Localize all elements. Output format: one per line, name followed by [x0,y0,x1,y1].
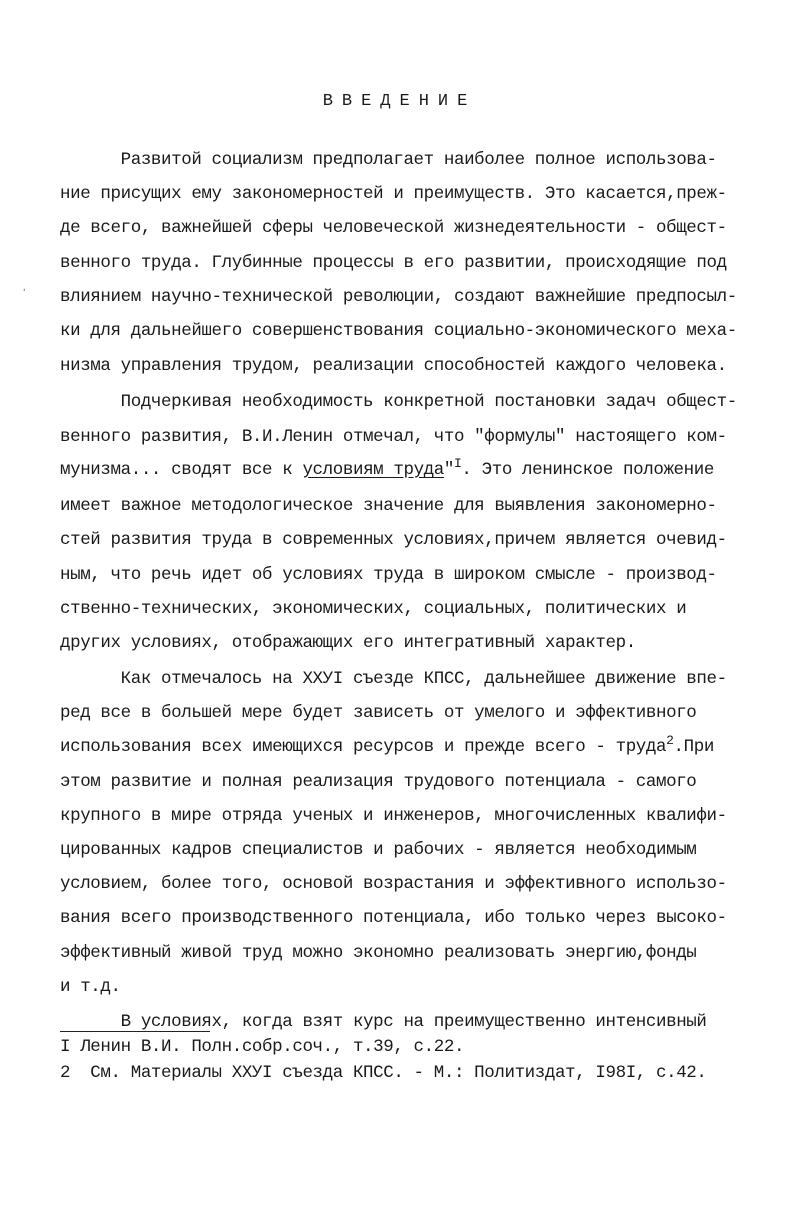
footnote-2: 2 См. Материалы XXУI съезда КПСС. - М.: Политиздат, I98I, с.42. [60,1063,707,1083]
text-line-citation [60,458,714,482]
text-line: крупного в мире отряда ученых и инженеров, многочисленных квалифи- [60,806,727,826]
text-line: стей развития труда в современных условиях,причем является очевид- [60,530,727,550]
text-line-citation [60,735,714,759]
text-line: ственно-технических, экономических, социальных, политических и [60,599,687,619]
text-line: других условиях, отображающих его интегративный характер. [60,633,636,653]
scan-speck: ˈ [20,288,29,304]
text-line: ние присущих ему закономерностей и преимуществ. Это касается,преж- [60,184,727,204]
text-line: низма управления трудом, реализации способностей каждого человека. [60,356,727,376]
text-span: использования всех имеющихся ресурсов и прежде всего - труда [60,737,667,757]
text-line: и т.д. [60,977,121,997]
text-line: Подчеркивая необходимость конкретной постановки задач общест- [60,392,737,412]
text-line: ным, что речь идет об условиях труда в широком смысле - производ- [60,565,717,585]
text-line: эффективный живой труд можно экономно реализовать энергию,фонды [60,943,697,963]
text-line: влиянием научно-технической революции, создают важнейшие предпосыл- [60,287,737,307]
text-line: ред все в большей мере будет зависеть от умелого и эффективного [60,703,697,723]
text-span: " [443,460,454,480]
text-line: де всего, важнейшей сферы человеческой жизнедеятельности - общест- [60,218,727,238]
text-line: ки для дальнейшего совершенствования социально-экономического меха- [60,321,737,341]
text-line: В условиях, когда взят курс на преимущественно интенсивный [60,1012,707,1032]
text-line: условием, более того, основой возрастания и эффективного использо- [60,874,727,894]
text-line: венного развития, В.И.Ленин отмечал, что "формулы" настоящего ком- [60,427,727,447]
underlined-phrase: условиям труда [302,460,444,480]
text-line: этом развитие и полная реализация трудового потенциала - самого [60,772,697,792]
text-line: Как отмечалось на XXУI съезде КПСС, дальнейшее движение впе- [60,669,727,689]
page-title: ВВЕДЕНИЕ [322,92,477,111]
text-span: мунизма... сводят все к [60,460,303,480]
text-line: венного труда. Глубинные процессы в его развитии, происходящие под [60,253,727,273]
text-span: . Это ленинское положение [461,460,714,480]
text-line: вания всего производственного потенциала, ибо только через высоко- [60,908,727,928]
text-span: .При [673,737,714,757]
footnote-ref-2: 2 [666,733,674,749]
footnote-ref-1: I [454,456,462,472]
footnote-divider [60,1031,210,1032]
footnote-1: I Ленин В.И. Полн.собр.соч., т.39, с.22. [60,1037,465,1057]
text-line: Развитой социализм предполагает наиболее полное использова- [60,150,717,170]
text-line: цированных кадров специалистов и рабочих - является необходимым [60,840,697,860]
text-line: имеет важное методологическое значение для выявления закономерно- [60,496,717,516]
